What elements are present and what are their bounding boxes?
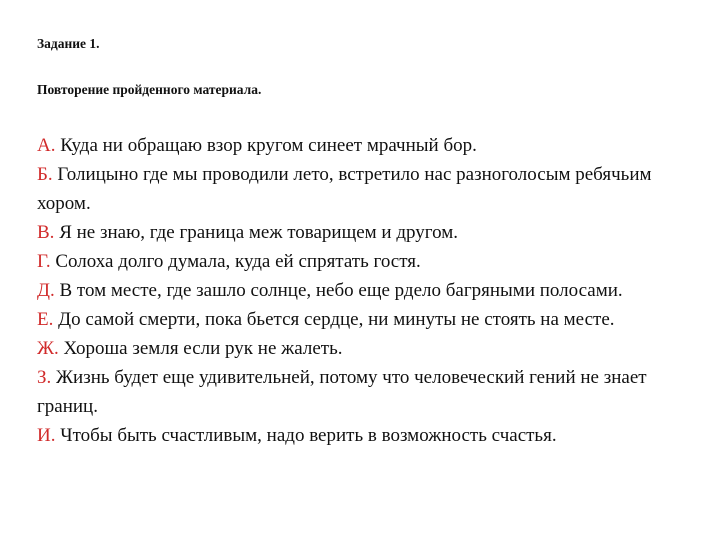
sentence-list [37,131,677,450]
sentence-marker: А. [37,135,56,156]
sentence-text: Жизнь будет еще удивительней, потому что человеческий гений не знает границ. [37,367,647,417]
sentence-text: До самой смерти, пока бьется сердце, ни минуты не стоять на месте. [58,309,615,330]
section-subtitle: Повторение пройденного материала. [37,82,262,97]
sentence-text: Я не знаю, где граница меж товарищем и другом. [59,222,458,243]
sentence-item [37,276,677,305]
sentence-text: В том месте, где зашло солнце, небо еще рдело багряными полосами. [59,280,623,301]
sentence-item [37,421,677,450]
sentence-item [37,218,677,247]
sentence-marker: В. [37,222,55,243]
sentence-item [37,160,677,218]
sentence-marker: Б. [37,164,53,185]
sentence-text: Солоха долго думала, куда ей спрятать гостя. [55,251,421,272]
sentence-text: Голицыно где мы проводили лето, встретило нас разноголосым ребячьим хором. [37,164,652,214]
sentence-item [37,334,677,363]
sentence-text: Куда ни обращаю взор кругом синеет мрачный бор. [60,135,477,156]
sentence-text: Чтобы быть счастливым, надо верить в возможность счастья. [60,425,557,446]
sentence-marker: И. [37,425,56,446]
sentence-text: Хороша земля если рук не жалеть. [63,338,343,359]
sentence-item [37,305,677,334]
sentence-marker: Г. [37,251,51,272]
sentence-marker: Д. [37,280,55,301]
sentence-item [37,131,677,160]
sentence-item [37,247,677,276]
sentence-item [37,363,677,421]
sentence-marker: Е. [37,309,54,330]
task-title: Задание 1. [37,36,100,51]
sentence-marker: З. [37,367,52,388]
sentence-marker: Ж. [37,338,59,359]
